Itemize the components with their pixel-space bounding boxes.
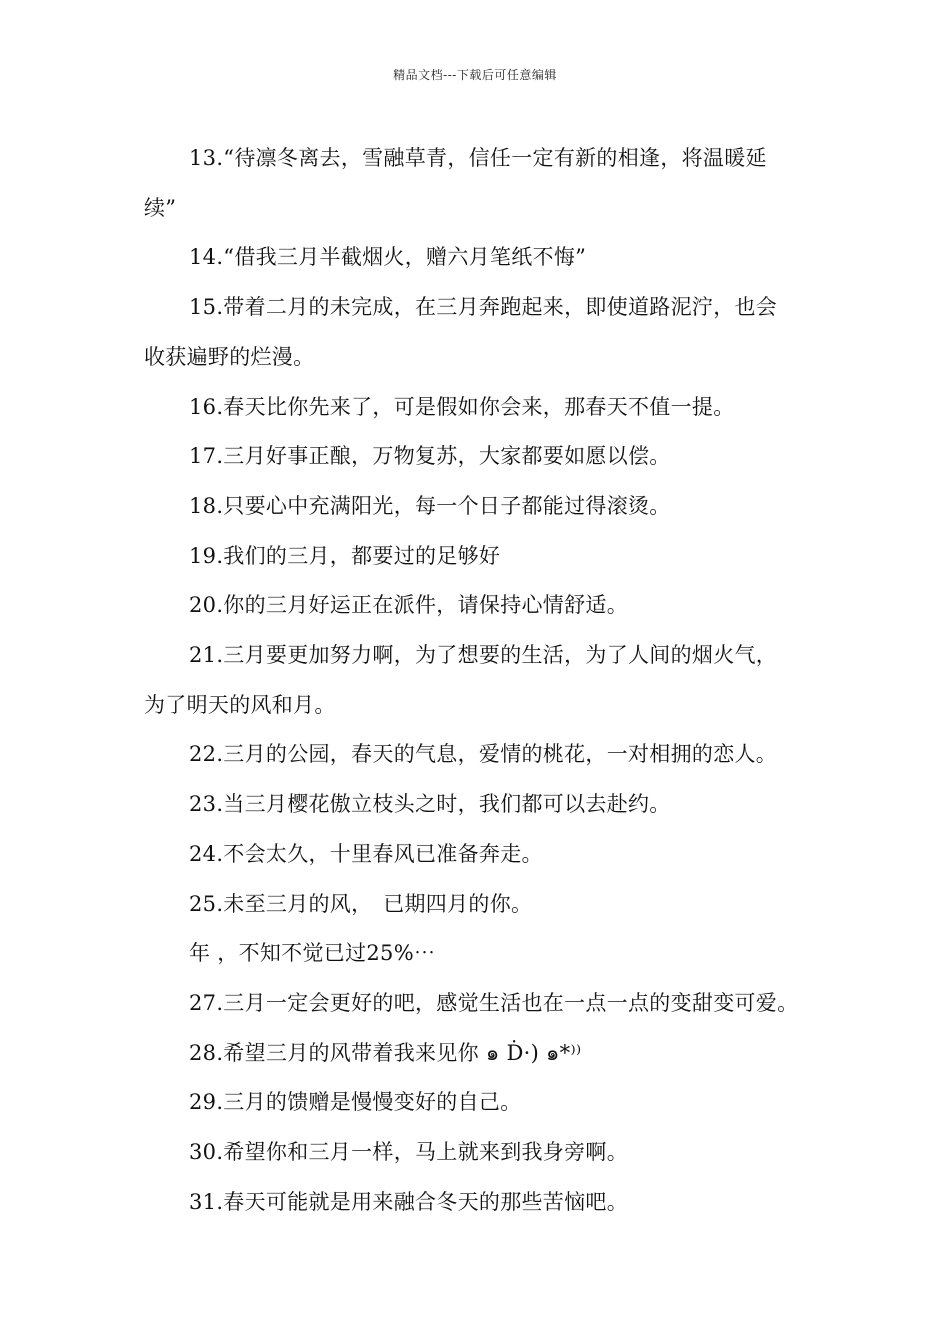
document-line: 为了明天的风和月。 <box>144 692 336 717</box>
document-line: 年 ，不知不觉已过25%⋯ <box>189 941 436 966</box>
document-line: 19.我们的三月，都要过的足够好 <box>189 543 501 568</box>
document-line: 31.春天可能就是用来融合冬天的那些苦恼吧。 <box>189 1189 628 1214</box>
document-line: 28.希望三月的风带着我来见你 ๑ Ḋ·) ๑*⁾⁾ <box>189 1040 582 1065</box>
document-line: 30.希望你和三月一样，马上就来到我身旁啊。 <box>189 1140 628 1165</box>
document-line: 24.不会太久，十里春风已准备奔走。 <box>189 841 543 866</box>
document-line: 14.“借我三月半截烟火，赠六月笔纸不悔” <box>189 245 587 270</box>
document-line: 29.三月的馈赠是慢慢变好的自己。 <box>189 1090 522 1115</box>
page-header: 精品文档---下载后可任意编辑 <box>393 68 557 82</box>
document-line: 25.未至三月的风， 已期四月的你。 <box>189 891 533 916</box>
document-line: 20.你的三月好运正在派件，请保持心情舒适。 <box>189 593 628 618</box>
document-line: 23.当三月樱花傲立枝头之时，我们都可以去赴约。 <box>189 792 671 817</box>
document-line: 27.三月一定会更好的吧，感觉生活也在一点一点的变甜变可爱。 <box>189 990 799 1015</box>
document-line: 13.“待凛冬离去，雪融草青，信任一定有新的相逢，将温暖延 <box>189 146 767 170</box>
document-line: 18.只要心中充满阳光，每一个日子都能过得滚烫。 <box>189 493 671 518</box>
document-line: 21.三月要更加努力啊，为了想要的生活，为了人间的烟火气， <box>189 643 778 668</box>
document-line: 续” <box>144 195 177 220</box>
document-line: 15.带着二月的未完成，在三月奔跑起来，即使道路泥泞，也会 <box>189 295 778 320</box>
document-body <box>144 134 824 1227</box>
document-line: 收获遍野的烂漫。 <box>144 344 315 369</box>
document-line: 16.春天比你先来了，可是假如你会来，那春天不值一提。 <box>189 394 735 419</box>
document-line: 22.三月的公园，春天的气息，爱情的桃花，一对相拥的恋人。 <box>189 742 778 767</box>
document-line: 17.三月好事正酿，万物复苏，大家都要如愿以偿。 <box>189 444 671 469</box>
